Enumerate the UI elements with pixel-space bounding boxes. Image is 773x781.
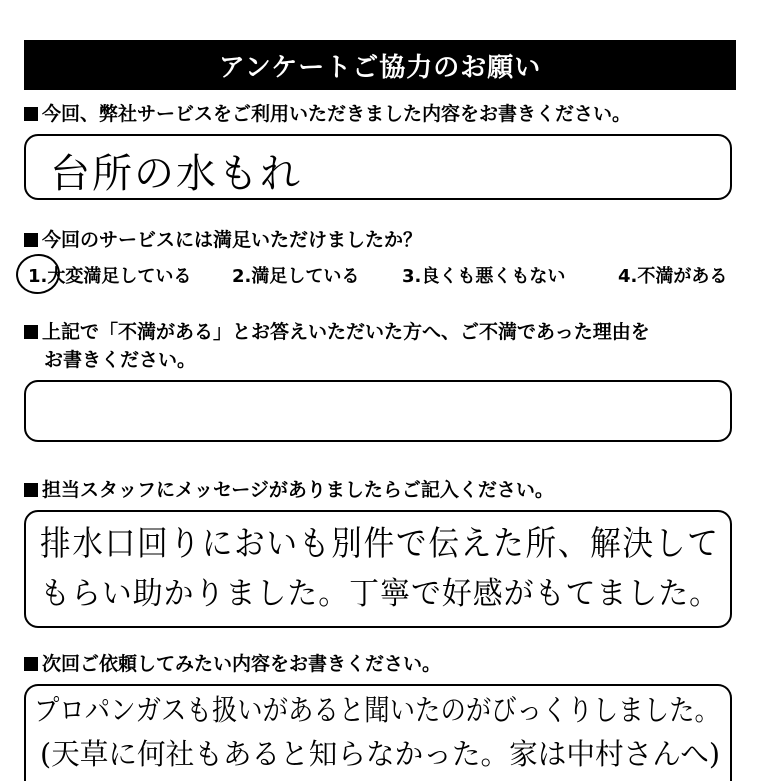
answer-4-text-line1: 排水口回りにおいも別件で伝えた所、解決して	[40, 524, 720, 564]
option-very-satisfied[interactable]: 1.大変満足している	[28, 266, 192, 287]
answer-4-text-line2: もらい助かりました。丁寧で好感がもてました。	[40, 576, 721, 612]
satisfaction-options	[24, 258, 736, 290]
bullet-square-icon	[24, 657, 38, 671]
question-3-label-line1: 上記で「不満がある」とお答えいただいた方へ、ご不満であった理由を	[42, 321, 650, 343]
bullet-square-icon	[24, 483, 38, 497]
answer-5-text-line2: (天草に何社もあると知らなかった。家は中村さんへ)	[40, 737, 721, 771]
survey-title: アンケートご協力のお願い	[24, 40, 736, 90]
option-satisfied[interactable]: 2.満足している	[232, 266, 360, 287]
question-2-label: 今回のサービスには満足いただけましたか？	[42, 229, 423, 251]
question-1-label: 今回、弊社サービスをご利用いただきました内容をお書きください。	[42, 103, 632, 125]
answer-1-text: 台所の水もれ	[50, 151, 302, 197]
option-dissatisfied[interactable]: 4.不満がある	[618, 266, 728, 287]
bullet-square-icon	[24, 233, 38, 247]
bullet-square-icon	[24, 107, 38, 121]
question-3-label-line2: お書きください。	[44, 349, 197, 371]
bullet-square-icon	[24, 325, 38, 339]
question-5	[24, 650, 441, 678]
answer-5-text-line1: プロパンガスも扱いがあると聞いたのがびっくりしました。	[34, 693, 720, 727]
answer-box-5[interactable]	[24, 684, 732, 781]
question-3-line2	[44, 346, 196, 374]
question-1	[24, 100, 631, 128]
question-5-label: 次回ご依頼してみたい内容をお書きください。	[42, 653, 442, 675]
question-2	[24, 226, 422, 254]
question-4	[24, 476, 554, 504]
question-3	[24, 318, 650, 346]
answer-box-3[interactable]	[24, 380, 732, 442]
answer-box-4[interactable]	[24, 510, 732, 628]
option-neutral[interactable]: 3.良くも悪くもない	[402, 266, 566, 287]
answer-box-1[interactable]	[24, 134, 732, 200]
question-4-label: 担当スタッフにメッセージがありましたらご記入ください。	[42, 479, 554, 501]
